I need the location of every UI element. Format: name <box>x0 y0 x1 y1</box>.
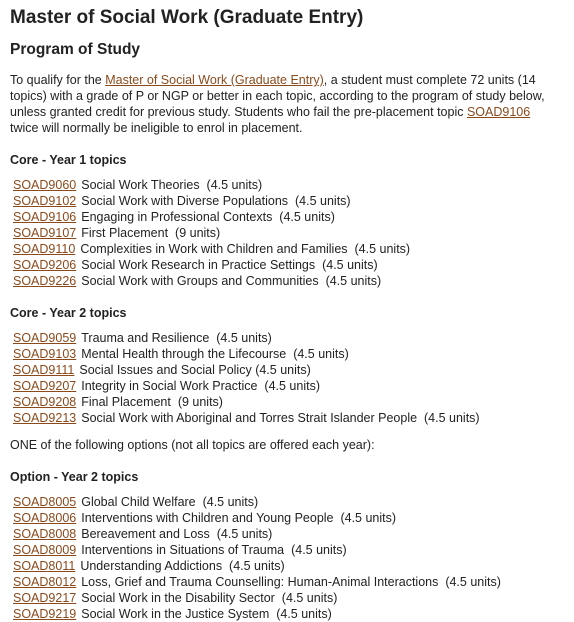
topic-name: Bereavement and Loss <box>81 527 210 541</box>
topic-item <box>13 209 564 225</box>
topic-list-option-year-2 <box>10 494 564 622</box>
section-heading-option-year-2: Option - Year 2 topics <box>10 470 139 484</box>
topic-item <box>13 378 564 394</box>
topic-code-link[interactable]: SOAD9206 <box>13 258 77 272</box>
topic-code-link[interactable]: SOAD8011 <box>13 559 76 573</box>
topic-units: (4.5 units) <box>445 575 501 589</box>
topic-name: Loss, Grief and Trauma Counselling: Human-Animal Interactions <box>81 575 439 589</box>
topic-code-link[interactable]: SOAD9110 <box>13 242 76 256</box>
topic-name: Social Work Research in Practice Settings <box>81 258 316 272</box>
topic-units: (4.5 units) <box>206 178 263 192</box>
topic-code-link[interactable]: SOAD9107 <box>13 226 77 240</box>
topic-units: (4.5 units) <box>295 194 351 208</box>
topic-units: (9 units) <box>175 226 221 240</box>
topic-name: Social Issues and Social Policy <box>79 363 252 377</box>
topic-code-link[interactable]: SOAD9207 <box>13 379 77 393</box>
program-link[interactable]: Master of Social Work (Graduate Entry) <box>105 73 324 87</box>
topic-units: (4.5 units) <box>202 495 259 509</box>
topic-item <box>13 606 564 622</box>
topic-code-link[interactable]: SOAD8008 <box>13 527 77 541</box>
section-heading-core-year-1: Core - Year 1 topics <box>10 153 127 167</box>
topic-code-link[interactable]: SOAD9208 <box>13 395 77 409</box>
topic-code-link[interactable]: SOAD9217 <box>13 591 77 605</box>
topic-list-core-year-1 <box>10 177 564 289</box>
intro-text: To qualify for the <box>10 73 106 87</box>
topic-item <box>13 394 564 410</box>
topic-code-link[interactable]: SOAD9060 <box>13 178 77 192</box>
topic-item <box>13 330 564 346</box>
topic-item <box>13 257 564 273</box>
topic-units: (4.5 units) <box>354 242 411 256</box>
topic-name: Global Child Welfare <box>81 495 196 509</box>
topic-list-core-year-2 <box>10 330 564 426</box>
intro-text: , a student must complete 72 units (14 topics) with a grade of P or NGP or better in each topic, according to the program of study below, unless granted credit for previous study. Students who fail the pre-placement topic <box>10 73 545 119</box>
topic-units: (4.5 units) <box>216 331 272 345</box>
options-note: ONE of the following options (not all topics are offered each year): <box>10 438 375 452</box>
topic-item <box>13 177 564 193</box>
intro-text: twice will normally be ineligible to enrol in placement. <box>10 121 303 135</box>
topic-name: Trauma and Resilience <box>81 331 210 345</box>
topic-units: (4.5 units) <box>322 258 378 272</box>
topic-name: Interventions with Children and Young People <box>81 511 334 525</box>
topic-name: Mental Health through the Lifecourse <box>81 347 287 361</box>
topic-item <box>13 193 564 209</box>
topic-name: Social Work Theories <box>81 178 200 192</box>
topic-item <box>13 510 564 526</box>
topic-code-link[interactable]: SOAD9226 <box>13 274 77 288</box>
topic-name: Final Placement <box>81 395 171 409</box>
topic-code-link[interactable]: SOAD9103 <box>13 347 77 361</box>
topic-item <box>13 574 564 590</box>
topic-code-link[interactable]: SOAD9213 <box>13 411 77 425</box>
topic-name: Understanding Addictions <box>80 559 223 573</box>
topic-link-soad9106[interactable]: SOAD9106 <box>466 105 531 119</box>
topic-units: (4.5 units) <box>325 274 382 288</box>
topic-name: Interventions in Situations of Trauma <box>81 543 285 557</box>
topic-name: Social Work in the Justice System <box>81 607 270 621</box>
topic-code-link[interactable]: SOAD9111 <box>13 363 75 377</box>
topic-name: Complexities in Work with Children and Families <box>80 242 348 256</box>
topic-units: (4.5 units) <box>279 210 335 224</box>
topic-units: (4.5 units) <box>424 411 480 425</box>
topic-code-link[interactable]: SOAD9102 <box>13 194 77 208</box>
topic-code-link[interactable]: SOAD8006 <box>13 511 77 525</box>
topic-name: Integrity in Social Work Practice <box>81 379 258 393</box>
topic-item <box>13 542 564 558</box>
topic-item <box>13 526 564 542</box>
topic-code-link[interactable]: SOAD9219 <box>13 607 77 621</box>
intro-paragraph <box>10 72 562 136</box>
topic-code-link[interactable]: SOAD9059 <box>13 331 77 345</box>
topic-item <box>13 225 564 241</box>
topic-units: (4.5 units) <box>281 591 338 605</box>
program-heading: Program of Study <box>10 41 141 58</box>
topic-code-link[interactable]: SOAD8009 <box>13 543 77 557</box>
topic-item <box>13 494 564 510</box>
topic-name: Social Work with Diverse Populations <box>81 194 289 208</box>
topic-units: (4.5 units) <box>291 543 347 557</box>
topic-item <box>13 410 564 426</box>
topic-item <box>13 590 564 606</box>
topic-code-link[interactable]: SOAD9106 <box>13 210 77 224</box>
topic-item <box>13 346 564 362</box>
topic-name: First Placement <box>81 226 169 240</box>
section-heading-core-year-2: Core - Year 2 topics <box>10 306 127 320</box>
topic-item <box>13 273 564 289</box>
topic-units: (4.5 units) <box>264 379 321 393</box>
topic-code-link[interactable]: SOAD8005 <box>13 495 77 509</box>
topic-name: Social Work with Aboriginal and Torres Strait Islander People <box>81 411 418 425</box>
topic-name: Social Work with Groups and Communities <box>81 274 319 288</box>
topic-units: (4.5 units) <box>340 511 397 525</box>
topic-units: (4.5 units) <box>255 363 311 377</box>
topic-name: Engaging in Professional Contexts <box>81 210 273 224</box>
topic-units: (4.5 units) <box>216 527 273 541</box>
topic-item <box>13 241 564 257</box>
topic-units: (4.5 units) <box>293 347 349 361</box>
topic-name: Social Work in the Disability Sector <box>81 591 275 605</box>
topic-units: (4.5 units) <box>229 559 285 573</box>
topic-code-link[interactable]: SOAD8012 <box>13 575 77 589</box>
topic-item <box>13 558 564 574</box>
topic-units: (4.5 units) <box>276 607 332 621</box>
topic-units: (9 units) <box>177 395 223 409</box>
topic-item <box>13 362 564 378</box>
page-title: Master of Social Work (Graduate Entry) <box>10 7 364 28</box>
